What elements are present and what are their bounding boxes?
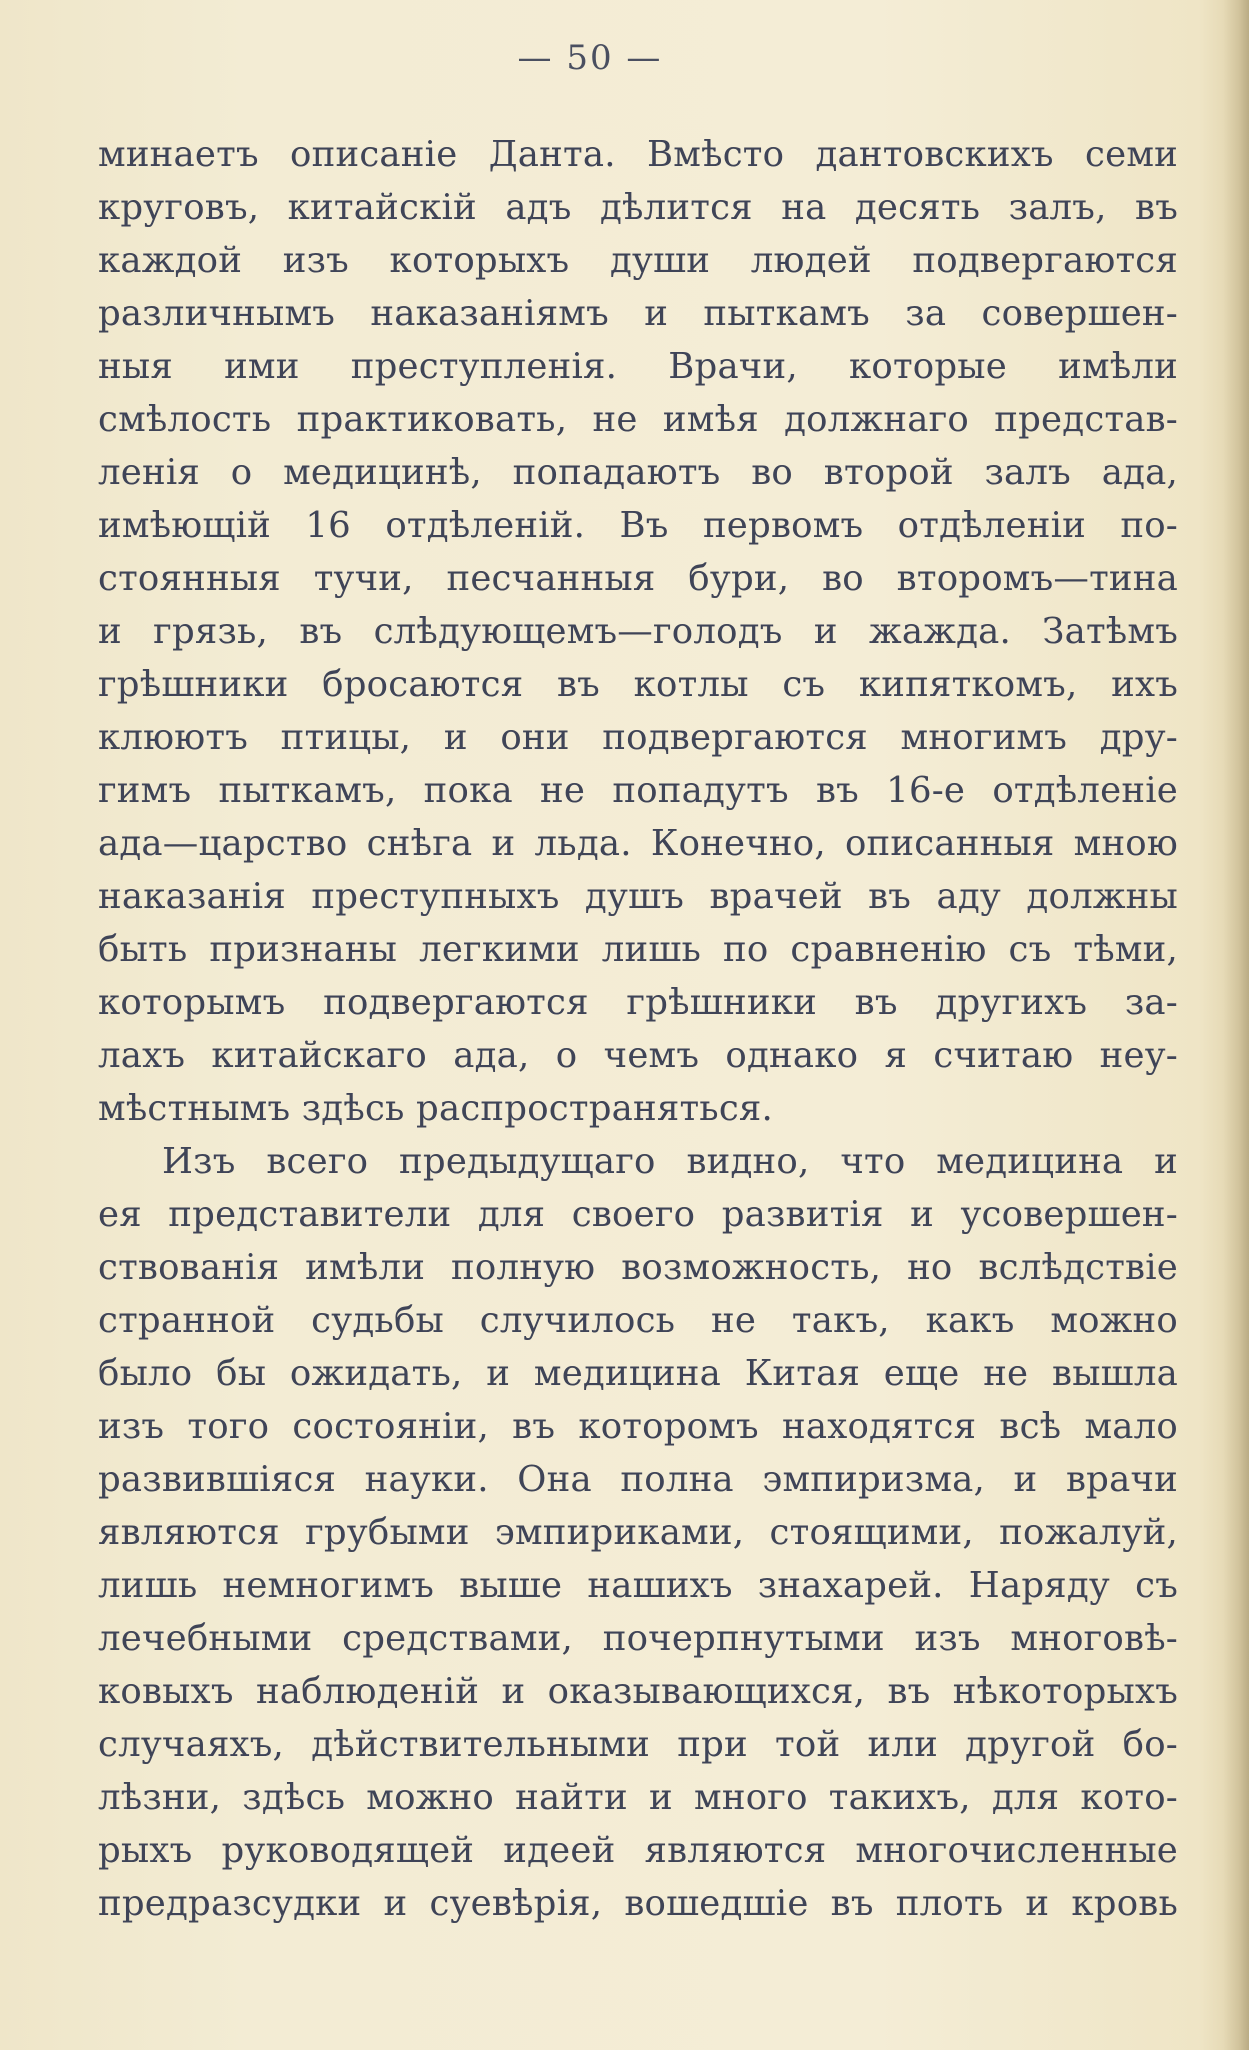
text-line: являются грубыми эмпириками, стоящими, пожалуй, — [98, 1512, 1178, 1553]
text-line: ныя ими преступленiя. Врачи, которые имѣли — [98, 346, 1178, 387]
text-line: и грязь, въ слѣдующемъ—голодъ и жажда. Затѣмъ — [98, 611, 1178, 652]
text-line: изъ того состоянiи, въ которомъ находятся всѣ мало — [98, 1406, 1178, 1447]
text-line: развившiяся науки. Она полна эмпиризма, и врачи — [98, 1459, 1178, 1500]
text-line: круговъ, китайскiй адъ дѣлится на десять залъ, въ — [98, 187, 1178, 228]
text-line: рыхъ руководящей идеей являются многочисленные — [98, 1830, 1178, 1871]
text-line: быть признаны легкими лишь по сравненiю съ тѣми, — [98, 929, 1178, 970]
page-edge-shadow — [1223, 0, 1249, 2050]
text-line: лѣзни, здѣсь можно найти и много такихъ, для кото- — [98, 1777, 1178, 1818]
text-line: ленiя о медицинѣ, попадаютъ во второй залъ ада, — [98, 452, 1178, 493]
text-line: клюютъ птицы, и они подвергаются многимъ дру- — [98, 717, 1178, 758]
text-line: минаетъ описанiе Данта. Вмѣсто дантовскихъ семи — [98, 134, 1178, 175]
text-line: ствованiя имѣли полную возможность, но вслѣдствiе — [98, 1247, 1178, 1288]
text-line: каждой изъ которыхъ души людей подвергаются — [98, 240, 1178, 281]
text-line: различнымъ наказанiямъ и пыткамъ за совершен- — [98, 293, 1178, 334]
text-line: ада—царство снѣга и льда. Конечно, описанныя мною — [98, 823, 1178, 864]
text-line: лечебными средствами, почерпнутыми изъ многовѣ- — [98, 1618, 1178, 1659]
text-line: гимъ пыткамъ, пока не попадутъ въ 16-е отдѣленiе — [98, 770, 1178, 811]
text-line: которымъ подвергаются грѣшники въ другихъ за- — [98, 982, 1178, 1023]
paragraph-end-line: мѣстнымъ здѣсь распространяться. — [98, 1088, 773, 1129]
text-line: смѣлость практиковать, не имѣя должнаго представ- — [98, 399, 1178, 440]
text-line: грѣшники бросаются въ котлы съ кипяткомъ, ихъ — [98, 664, 1178, 705]
page-number: — 50 — — [517, 38, 663, 78]
text-line: странной судьбы случилось не такъ, какъ можно — [98, 1300, 1178, 1341]
text-line: предразсудки и суевѣрiя, вошедшiе въ плоть и кровь — [98, 1883, 1178, 1924]
text-line: стоянныя тучи, песчанныя бури, во второмъ—тина — [98, 558, 1178, 599]
paragraph-start-line: Изъ всего предыдущаго видно, что медицина и — [162, 1141, 1178, 1182]
text-line: имѣющiй 16 отдѣленiй. Въ первомъ отдѣленiи по- — [98, 505, 1178, 546]
text-line: лишь немногимъ выше нашихъ знахарей. Наряду съ — [98, 1565, 1178, 1606]
text-line: ея представители для своего развитiя и усовершен- — [98, 1194, 1178, 1235]
body-text — [98, 128, 1178, 1930]
text-line: наказанiя преступныхъ душъ врачей въ аду должны — [98, 876, 1178, 917]
text-line: было бы ожидать, и медицина Китая еще не вышла — [98, 1353, 1178, 1394]
text-line: лахъ китайскаго ада, о чемъ однако я считаю неу- — [98, 1035, 1178, 1076]
text-line: ковыхъ наблюденiй и оказывающихся, въ нѣкоторыхъ — [98, 1671, 1178, 1712]
text-line: случаяхъ, дѣйствительными при той или другой бо- — [98, 1724, 1178, 1765]
